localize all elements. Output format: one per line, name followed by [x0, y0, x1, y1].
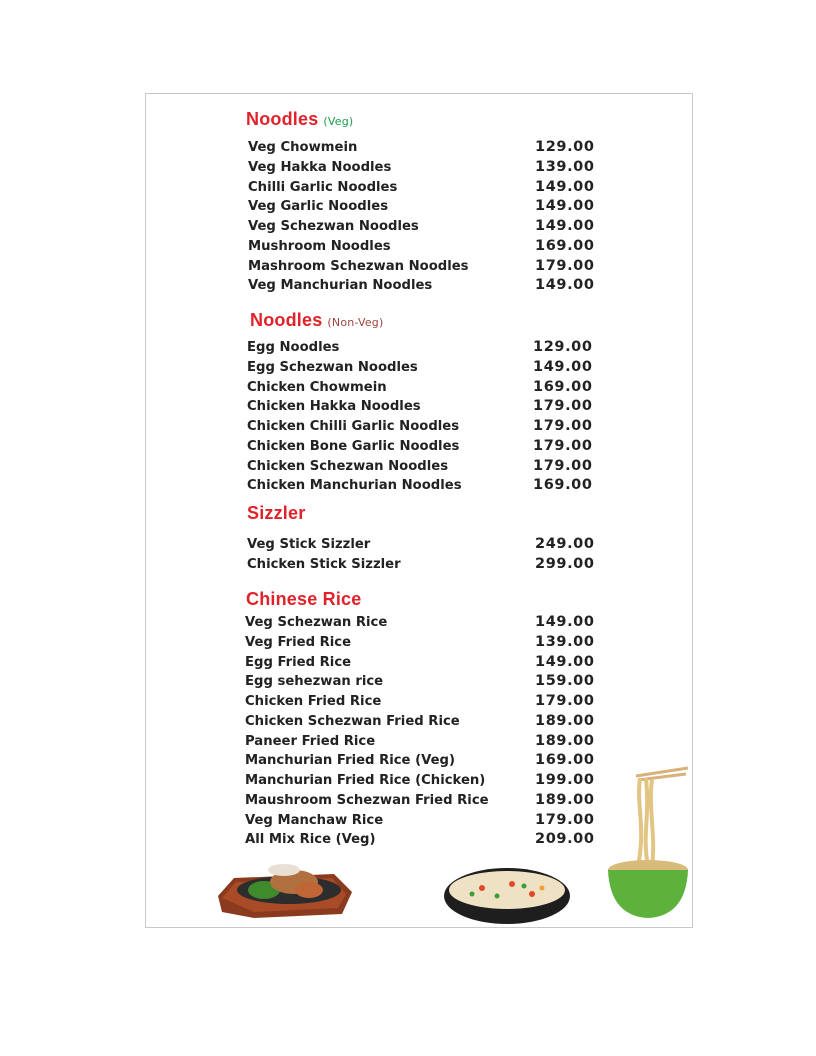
menu-item: [245, 672, 605, 692]
heading-title: Noodles: [250, 310, 323, 330]
section-heading-sizzler: [247, 503, 305, 524]
menu-item-price: 129.00: [535, 139, 595, 155]
menu-item-name: Chicken Schezwan Noodles: [247, 458, 449, 474]
menu-item-price: 149.00: [535, 653, 595, 670]
menu-item-price: 179.00: [533, 418, 593, 434]
menu-item: [245, 732, 605, 752]
menu-item-price: 149.00: [533, 358, 593, 375]
menu-item: [248, 276, 608, 296]
menu-item: [247, 417, 607, 437]
heading-title: Noodles: [246, 109, 319, 129]
menu-list-chinese-rice: [245, 613, 605, 850]
menu-item: [245, 791, 605, 811]
menu-item-price: 189.00: [535, 791, 595, 808]
section-heading-noodles-veg: [246, 109, 353, 130]
menu-item-price: 139.00: [535, 158, 595, 175]
menu-item-price: 179.00: [535, 257, 595, 274]
menu-item-price: 149.00: [535, 614, 595, 630]
menu-item-name: Veg Hakka Noodles: [248, 159, 392, 175]
menu-item: [247, 358, 607, 378]
menu-item-price: 169.00: [533, 378, 593, 395]
menu-item: [247, 555, 607, 575]
menu-item-price: 249.00: [535, 536, 595, 552]
menu-item: [248, 197, 608, 217]
menu-item: [247, 397, 607, 417]
menu-item: [245, 811, 605, 831]
menu-item: [245, 653, 605, 673]
menu-item: [247, 457, 607, 477]
menu-item-price: 299.00: [535, 555, 595, 572]
menu-item-name: Veg Schezwan Noodles: [248, 219, 419, 234]
menu-item-name: Egg Fried Rice: [245, 654, 352, 670]
menu-item-name: Manchurian Fried Rice (Veg): [245, 753, 456, 769]
menu-item-price: 129.00: [533, 339, 593, 355]
menu-list-sizzler: [247, 535, 607, 575]
menu-item-name: Veg Manchurian Noodles: [248, 278, 433, 294]
menu-item-name: Veg Schezwan Rice: [245, 615, 388, 630]
menu-list-noodles-veg: [248, 138, 608, 296]
menu-item: [248, 237, 608, 257]
menu-item-price: 169.00: [535, 237, 595, 254]
menu-item-price: 179.00: [533, 457, 593, 474]
fried-rice-bowl-image: [442, 866, 572, 926]
menu-item-name: Chicken Bone Garlic Noodles: [247, 438, 460, 454]
menu-item: [248, 178, 608, 198]
menu-item-name: Chilli Garlic Noodles: [248, 179, 398, 195]
menu-item-name: Maushroom Schezwan Fried Rice: [245, 792, 489, 808]
menu-item-price: 189.00: [535, 712, 595, 729]
heading-title: Chinese Rice: [246, 589, 362, 609]
menu-item-price: 179.00: [533, 398, 593, 415]
menu-item: [247, 476, 607, 496]
menu-item-name: Veg Garlic Noodles: [248, 199, 389, 215]
menu-item-name: Chicken Schezwan Fried Rice: [245, 713, 460, 729]
menu-item-price: 149.00: [535, 178, 595, 195]
menu-item-name: Chicken Hakka Noodles: [247, 399, 421, 415]
section-heading-chinese-rice: [246, 589, 361, 610]
menu-item-price: 149.00: [535, 277, 595, 294]
menu-item-name: Veg Manchaw Rice: [245, 812, 384, 828]
menu-item: [248, 217, 608, 237]
menu-item-name: Veg Chowmein: [248, 140, 358, 155]
noodle-bowl-image: [606, 766, 692, 926]
menu-item-name: Egg Schezwan Noodles: [247, 359, 418, 375]
menu-item-price: 179.00: [533, 437, 593, 454]
menu-item-price: 179.00: [535, 811, 595, 828]
menu-item: [248, 158, 608, 178]
menu-item-name: Mushroom Noodles: [248, 238, 391, 254]
heading-subtitle: (Veg): [323, 115, 354, 128]
heading-title: Sizzler: [247, 503, 306, 523]
menu-item-price: 139.00: [535, 633, 595, 650]
menu-item: [245, 633, 605, 653]
menu-item: [248, 257, 608, 277]
menu-item-name: Chicken Manchurian Noodles: [247, 478, 462, 494]
menu-item: [247, 535, 607, 555]
menu-item-name: All Mix Rice (Veg): [245, 832, 376, 848]
menu-list-noodles-nonveg: [247, 338, 607, 496]
menu-item: [247, 378, 607, 398]
section-heading-noodles-nonveg: [250, 310, 383, 331]
menu-item-price: 189.00: [535, 732, 595, 749]
menu-item-price: 169.00: [533, 477, 593, 494]
menu-item-name: Chicken Fried Rice: [245, 694, 382, 709]
menu-item-name: Egg Noodles: [247, 340, 340, 355]
sizzler-plate-image: [214, 856, 356, 922]
menu-item-name: Veg Stick Sizzler: [247, 537, 371, 552]
menu-item-price: 149.00: [535, 218, 595, 234]
menu-item: [245, 692, 605, 712]
menu-item-name: Manchurian Fried Rice (Chicken): [245, 773, 486, 788]
menu-item: [247, 338, 607, 358]
menu-item-price: 159.00: [535, 673, 595, 690]
menu-item-price: 149.00: [535, 198, 595, 215]
menu-item-name: Chicken Chilli Garlic Noodles: [247, 419, 460, 434]
menu-item-name: Mashroom Schezwan Noodles: [248, 258, 469, 274]
menu-item-price: 169.00: [535, 752, 595, 769]
menu-item-name: Chicken Chowmein: [247, 379, 387, 395]
menu-item-price: 179.00: [535, 693, 595, 709]
menu-item: [245, 712, 605, 732]
menu-item-price: 199.00: [535, 772, 595, 788]
menu-item: [245, 751, 605, 771]
menu-item: [248, 138, 608, 158]
menu-item-name: Veg Fried Rice: [245, 634, 352, 650]
menu-item: [245, 771, 605, 791]
menu-item-name: Chicken Stick Sizzler: [247, 556, 401, 572]
menu-item: [245, 613, 605, 633]
heading-subtitle: (Non-Veg): [327, 316, 384, 329]
menu-item-name: Paneer Fried Rice: [245, 733, 376, 749]
menu-item: [245, 830, 605, 850]
menu-item-name: Egg sehezwan rice: [245, 674, 384, 690]
menu-item-price: 209.00: [535, 831, 595, 848]
menu-item: [247, 437, 607, 457]
